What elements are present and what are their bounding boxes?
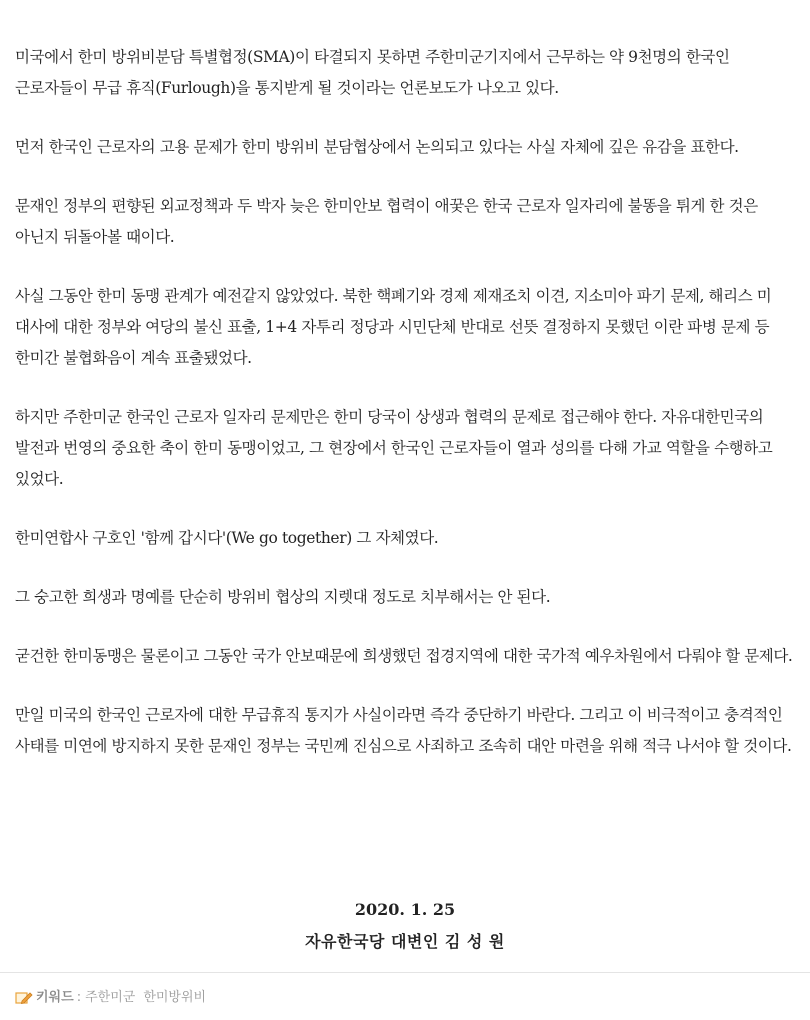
- paragraph-4: 사실 그동안 한미 동맹 관계가 예전같지 않았었다. 북한 핵폐기와 경제 제재조치 이견, 지소미아 파기 문제, 해리스 미 대사에 대한 정부와 여당의 불신 표출, 1+4 자투리 정당과 시민단체 반대로 선뜻 결정하지 못했던 이란 파병 문제 등 한미간 불협화음이 계속 표출됐었다.: [15, 287, 772, 367]
- keyword-separator: :: [76, 990, 82, 1005]
- paragraph-7: 그 숭고한 희생과 명예를 단순히 방위비 협상의 지렛대 정도로 치부해서는 안 된다.: [15, 588, 551, 606]
- keyword-bar: [15, 988, 214, 1008]
- pencil-note-icon: [15, 991, 33, 1005]
- signature-name: 자유한국당 대변인 김 성 원: [305, 932, 505, 951]
- keyword-link[interactable]: 주한미군: [85, 990, 136, 1005]
- article-body: [15, 42, 793, 790]
- signature-date: 2020. 1. 25: [354, 900, 456, 919]
- paragraph-3: 문재인 정부의 편향된 외교정책과 두 박자 늦은 한미안보 협력이 애꿎은 한국 근로자 일자리에 불똥을 튀게 한 것은 아닌지 뒤돌아볼 때이다.: [15, 197, 758, 246]
- paragraph-8: 굳건한 한미동맹은 물론이고 그동안 국가 안보때문에 희생했던 접경지역에 대한 국가적 예우차원에서 다뤄야 할 문제다.: [15, 647, 793, 665]
- keyword-label: 키워드: [36, 990, 74, 1005]
- paragraph-2: 먼저 한국인 근로자의 고용 문제가 한미 방위비 분담협상에서 논의되고 있다는 사실 자체에 깊은 유감을 표한다.: [15, 138, 739, 156]
- paragraph-9: 만일 미국의 한국인 근로자에 대한 무급휴직 통지가 사실이라면 즉각 중단하기 바란다. 그리고 이 비극적이고 충격적인 사태를 미연에 방지하지 못한 문재인 정부는 국민께 진심으로 사죄하고 조속히 대안 마련을 위해 적극 나서야 할 것이다.: [15, 706, 792, 755]
- keyword-link[interactable]: 한미방위비: [143, 990, 207, 1005]
- paragraph-1: 미국에서 한미 방위비분담 특별협정(SMA)이 타결되지 못하면 주한미군기지에서 근무하는 약 9천명의 한국인 근로자들이 무급 휴직(Furlough)을 통지받게 될 것이라는 언론보도가 나오고 있다.: [15, 48, 730, 97]
- paragraph-6: 한미연합사 구호인 '함께 갑시다'(We go together) 그 자체였다.: [15, 529, 439, 547]
- paragraph-5: 하지만 주한미군 한국인 근로자 일자리 문제만은 한미 당국이 상생과 협력의 문제로 접근해야 한다. 자유대한민국의 발전과 번영의 중요한 축이 한미 동맹이었고, 그 현장에서 한국인 근로자들이 열과 성의를 다해 가교 역할을 수행하고 있었다.: [15, 408, 773, 488]
- footer-divider: [0, 972, 810, 973]
